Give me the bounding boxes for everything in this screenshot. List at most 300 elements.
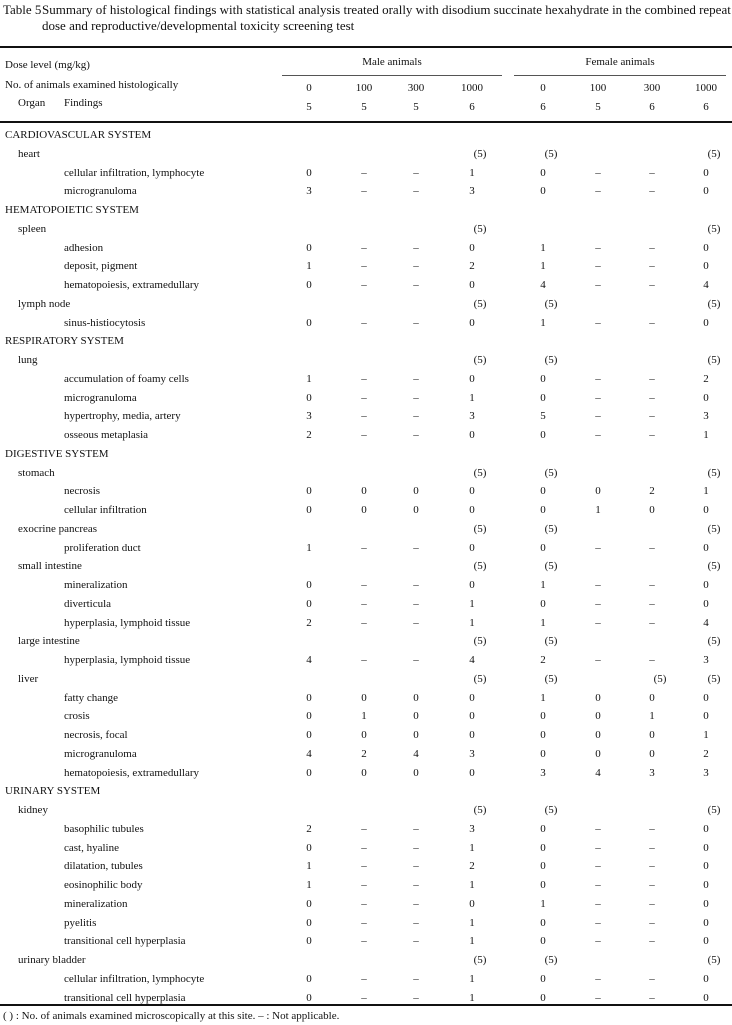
finding-value: – xyxy=(361,579,367,591)
finding-value: 3 xyxy=(649,766,655,779)
finding-value: 0 xyxy=(540,916,546,929)
examined-count: (5) xyxy=(707,804,721,816)
finding-value: – xyxy=(413,860,419,873)
finding-value: 1 xyxy=(469,166,475,179)
finding-name: microgranuloma xyxy=(64,185,137,198)
finding-name: necrosis, focal xyxy=(64,729,128,741)
finding-value: 0 xyxy=(703,710,709,723)
table-title: Summary of histological findings with statistical analysis treated orally with disodium succinate hexahydrate in the combined repeat dose and reproductive/developmental toxicity screening test xyxy=(42,2,731,33)
finding-name: fatty change xyxy=(64,691,119,704)
finding-value: – xyxy=(361,916,367,929)
finding-row xyxy=(0,407,732,426)
examined-count: (5) xyxy=(544,954,558,966)
finding-value: 0 xyxy=(306,710,312,723)
finding-value: 1 xyxy=(361,710,367,723)
finding-value: 4 xyxy=(703,616,709,629)
finding-value: – xyxy=(413,972,419,985)
examined-count: (5) xyxy=(544,560,558,573)
finding-value: – xyxy=(595,429,601,441)
finding-value: 1 xyxy=(703,485,709,498)
finding-value: – xyxy=(413,316,419,329)
finding-value: 0 xyxy=(703,822,709,835)
finding-row xyxy=(0,501,732,520)
animal-count-female: 5 xyxy=(595,101,601,113)
top-rule xyxy=(0,46,732,48)
finding-row xyxy=(0,707,732,726)
finding-value: 4 xyxy=(703,279,709,291)
dose-level-male: 100 xyxy=(355,82,373,94)
finding-value: 0 xyxy=(361,485,367,498)
finding-value: – xyxy=(413,279,419,291)
finding-value: 1 xyxy=(306,260,312,273)
finding-value: – xyxy=(413,597,419,610)
finding-value: – xyxy=(413,429,419,441)
finding-value: 0 xyxy=(469,372,475,385)
finding-value: 4 xyxy=(540,279,546,291)
finding-row xyxy=(0,595,732,614)
finding-value: 1 xyxy=(540,897,546,910)
system-row xyxy=(0,126,732,145)
finding-value: 0 xyxy=(361,504,367,516)
examined-count: (5) xyxy=(544,804,558,816)
finding-value: – xyxy=(413,541,419,554)
female-group-underline xyxy=(514,75,726,76)
organ-row xyxy=(0,145,732,164)
finding-value: – xyxy=(361,260,367,273)
finding-value: – xyxy=(649,935,655,948)
finding-value: 1 xyxy=(540,241,546,254)
system-row xyxy=(0,782,732,801)
finding-value: 0 xyxy=(306,485,312,498)
finding-value: – xyxy=(413,391,419,404)
finding-value: 0 xyxy=(540,597,546,610)
organ-row xyxy=(0,557,732,576)
finding-value: – xyxy=(595,597,601,610)
finding-value: 1 xyxy=(703,729,709,741)
finding-value: – xyxy=(649,991,655,1004)
finding-value: – xyxy=(413,372,419,385)
finding-value: 0 xyxy=(540,710,546,723)
finding-name: mineralization xyxy=(64,897,128,910)
finding-value: 0 xyxy=(540,822,546,835)
examined-count: (5) xyxy=(473,466,487,479)
finding-value: – xyxy=(361,991,367,1004)
finding-row xyxy=(0,370,732,389)
finding-value: 1 xyxy=(703,429,709,441)
findings-column-label: Findings xyxy=(64,97,103,109)
finding-value: – xyxy=(595,391,601,404)
finding-value: 0 xyxy=(469,541,475,554)
finding-value: 5 xyxy=(540,410,546,423)
finding-name: deposit, pigment xyxy=(64,260,138,273)
finding-value: 0 xyxy=(703,972,709,985)
finding-value: 0 xyxy=(703,935,709,948)
organ-row xyxy=(0,632,732,651)
finding-row xyxy=(0,914,732,933)
finding-value: – xyxy=(649,616,655,629)
examined-count: (5) xyxy=(473,804,487,816)
examined-count: (5) xyxy=(653,672,667,685)
finding-name: hypertrophy, media, artery xyxy=(64,410,181,423)
finding-name: diverticula xyxy=(64,597,112,610)
finding-name: mineralization xyxy=(64,579,128,591)
examined-count: (5) xyxy=(473,635,487,648)
organ-row xyxy=(0,520,732,539)
finding-value: 0 xyxy=(306,897,312,910)
finding-row xyxy=(0,689,732,708)
finding-value: 0 xyxy=(540,841,546,854)
finding-value: 0 xyxy=(306,579,312,591)
finding-value: 1 xyxy=(540,579,546,591)
finding-row xyxy=(0,389,732,408)
finding-value: 0 xyxy=(413,691,419,704)
bottom-rule xyxy=(0,1004,732,1006)
finding-value: – xyxy=(595,879,601,891)
finding-value: – xyxy=(649,410,655,423)
finding-value: 0 xyxy=(469,241,475,254)
finding-row xyxy=(0,970,732,989)
finding-name: hyperplasia, lymphoid tissue xyxy=(64,654,191,666)
finding-value: 0 xyxy=(413,710,419,723)
finding-value: 3 xyxy=(469,747,475,760)
finding-value: 1 xyxy=(469,391,475,404)
header-rule xyxy=(0,121,732,123)
finding-value: 0 xyxy=(703,597,709,610)
examined-count: (5) xyxy=(707,635,721,648)
organ-row xyxy=(0,464,732,483)
finding-value: – xyxy=(413,935,419,948)
finding-value: 0 xyxy=(540,541,546,554)
finding-value: 2 xyxy=(306,429,312,441)
finding-value: – xyxy=(649,579,655,591)
examined-count: (5) xyxy=(544,297,558,310)
examined-count: (5) xyxy=(544,354,558,366)
finding-value: 4 xyxy=(595,766,601,779)
organ-name: kidney xyxy=(18,804,48,816)
finding-value: – xyxy=(361,616,367,629)
animal-count-female: 6 xyxy=(703,101,709,113)
finding-name: cellular infiltration, lymphocyte xyxy=(64,972,205,985)
finding-value: – xyxy=(649,166,655,179)
finding-value: – xyxy=(413,616,419,629)
finding-value: 0 xyxy=(649,747,655,760)
examined-count: (5) xyxy=(544,672,558,685)
finding-value: 0 xyxy=(469,579,475,591)
finding-value: 2 xyxy=(540,654,546,666)
finding-value: 0 xyxy=(703,691,709,704)
dose-level-label: Dose level (mg/kg) xyxy=(5,59,90,71)
table-footnote: ( ) : No. of animals examined microscopically at this site. – : Not applicable. xyxy=(3,1010,340,1022)
finding-value: 0 xyxy=(469,766,475,779)
finding-value: – xyxy=(649,897,655,910)
animals-examined-label: No. of animals examined histologically xyxy=(5,79,179,91)
finding-value: – xyxy=(361,879,367,891)
finding-name: hematopoiesis, extramedullary xyxy=(64,766,200,779)
examined-count: (5) xyxy=(707,222,721,235)
finding-value: 0 xyxy=(469,316,475,329)
finding-value: 0 xyxy=(306,729,312,741)
finding-name: hematopoiesis, extramedullary xyxy=(64,279,200,291)
finding-row xyxy=(0,576,732,595)
finding-value: 0 xyxy=(540,729,546,741)
finding-value: 0 xyxy=(540,372,546,385)
examined-count: (5) xyxy=(707,297,721,310)
finding-name: transitional cell hyperplasia xyxy=(64,991,186,1004)
finding-value: 4 xyxy=(306,747,312,760)
finding-value: – xyxy=(361,166,367,179)
finding-value: 2 xyxy=(469,860,475,873)
finding-value: 2 xyxy=(306,822,312,835)
finding-value: 0 xyxy=(540,504,546,516)
organ-name: lymph node xyxy=(18,297,71,310)
finding-value: 1 xyxy=(469,841,475,854)
finding-name: transitional cell hyperplasia xyxy=(64,935,186,948)
finding-value: – xyxy=(649,279,655,291)
examined-count: (5) xyxy=(707,147,721,160)
dose-level-male: 0 xyxy=(306,82,312,94)
finding-value: 0 xyxy=(703,897,709,910)
finding-row xyxy=(0,182,732,201)
finding-name: microgranuloma xyxy=(64,747,137,760)
finding-name: adhesion xyxy=(64,241,104,254)
finding-value: 0 xyxy=(540,935,546,948)
finding-value: 2 xyxy=(649,485,655,498)
finding-name: proliferation duct xyxy=(64,541,141,554)
finding-value: 0 xyxy=(413,766,419,779)
finding-value: – xyxy=(361,841,367,854)
finding-value: – xyxy=(595,372,601,385)
finding-value: 1 xyxy=(469,991,475,1004)
examined-count: (5) xyxy=(473,354,487,366)
finding-value: – xyxy=(595,541,601,554)
finding-value: 0 xyxy=(703,579,709,591)
finding-value: – xyxy=(361,822,367,835)
finding-value: – xyxy=(361,860,367,873)
finding-value: – xyxy=(595,185,601,198)
finding-value: – xyxy=(413,185,419,198)
examined-count: (5) xyxy=(473,222,487,235)
finding-value: – xyxy=(595,935,601,948)
examined-count: (5) xyxy=(473,672,487,685)
system-name: RESPIRATORY SYSTEM xyxy=(5,335,124,348)
dose-level-female: 100 xyxy=(589,82,607,94)
finding-name: osseous metaplasia xyxy=(64,429,149,441)
finding-row xyxy=(0,539,732,558)
system-name: HEMATOPOIETIC SYSTEM xyxy=(5,204,139,216)
finding-value: 0 xyxy=(703,916,709,929)
finding-value: 0 xyxy=(413,504,419,516)
finding-value: – xyxy=(361,597,367,610)
finding-value: 1 xyxy=(469,972,475,985)
finding-value: 0 xyxy=(306,504,312,516)
finding-row xyxy=(0,764,732,783)
finding-value: 1 xyxy=(540,316,546,329)
finding-value: – xyxy=(595,991,601,1004)
examined-count: (5) xyxy=(544,635,558,648)
finding-value: 1 xyxy=(306,860,312,873)
finding-value: – xyxy=(413,916,419,929)
finding-value: 1 xyxy=(469,935,475,948)
finding-value: – xyxy=(595,260,601,273)
organ-name: small intestine xyxy=(18,560,82,573)
finding-value: 1 xyxy=(469,879,475,891)
organ-column-label: Organ xyxy=(18,97,46,109)
finding-value: 0 xyxy=(306,166,312,179)
finding-row xyxy=(0,482,732,501)
finding-row xyxy=(0,876,732,895)
finding-value: 0 xyxy=(703,879,709,891)
finding-value: – xyxy=(413,879,419,891)
finding-value: – xyxy=(361,897,367,910)
examined-count: (5) xyxy=(473,560,487,573)
finding-row xyxy=(0,314,732,333)
finding-value: 0 xyxy=(540,747,546,760)
finding-value: 2 xyxy=(361,747,367,760)
finding-value: 3 xyxy=(306,410,312,423)
finding-value: – xyxy=(413,654,419,666)
finding-value: – xyxy=(595,822,601,835)
examined-count: (5) xyxy=(544,466,558,479)
finding-row xyxy=(0,426,732,445)
female-group-header: Female animals xyxy=(585,56,655,68)
finding-value: 0 xyxy=(649,691,655,704)
finding-value: 0 xyxy=(469,691,475,704)
finding-value: 0 xyxy=(649,504,655,516)
finding-value: – xyxy=(649,841,655,854)
finding-value: – xyxy=(361,372,367,385)
finding-value: 4 xyxy=(469,654,475,666)
finding-value: 1 xyxy=(469,916,475,929)
finding-row xyxy=(0,276,732,295)
male-group-header: Male animals xyxy=(362,56,422,68)
finding-value: – xyxy=(361,654,367,666)
finding-value: 3 xyxy=(306,185,312,198)
system-name: DIGESTIVE SYSTEM xyxy=(5,447,109,460)
finding-value: 3 xyxy=(703,654,709,666)
finding-value: – xyxy=(649,654,655,666)
dose-level-female: 1000 xyxy=(695,82,717,94)
finding-name: hyperplasia, lymphoid tissue xyxy=(64,616,191,629)
dose-level-male: 1000 xyxy=(461,82,483,94)
finding-row xyxy=(0,745,732,764)
finding-value: 0 xyxy=(540,879,546,891)
animal-count-male: 6 xyxy=(469,101,475,113)
finding-value: – xyxy=(595,654,601,666)
finding-value: 3 xyxy=(469,410,475,423)
finding-value: – xyxy=(595,972,601,985)
finding-value: – xyxy=(649,429,655,441)
finding-name: necrosis xyxy=(64,485,101,498)
finding-value: 0 xyxy=(703,260,709,273)
finding-value: – xyxy=(413,841,419,854)
finding-value: – xyxy=(649,185,655,198)
examined-count: (5) xyxy=(707,522,721,535)
finding-value: 0 xyxy=(413,485,419,498)
organ-row xyxy=(0,801,732,820)
finding-name: crosis xyxy=(64,710,90,723)
finding-value: 1 xyxy=(469,597,475,610)
examined-count: (5) xyxy=(707,560,721,573)
finding-value: 0 xyxy=(540,429,546,441)
finding-value: – xyxy=(595,166,601,179)
table-body xyxy=(0,126,732,1007)
examined-count: (5) xyxy=(544,147,558,160)
organ-row xyxy=(0,295,732,314)
finding-value: 1 xyxy=(540,616,546,629)
finding-value: – xyxy=(413,579,419,591)
finding-value: 2 xyxy=(703,372,709,385)
animal-count-male: 5 xyxy=(413,101,419,113)
finding-value: 0 xyxy=(306,935,312,948)
finding-value: 0 xyxy=(703,316,709,329)
finding-value: 0 xyxy=(306,972,312,985)
finding-value: 0 xyxy=(540,860,546,873)
examined-count: (5) xyxy=(473,954,487,966)
organ-row xyxy=(0,220,732,239)
finding-value: 0 xyxy=(595,710,601,723)
system-row xyxy=(0,445,732,464)
finding-value: – xyxy=(413,166,419,179)
finding-row xyxy=(0,726,732,745)
finding-value: 0 xyxy=(361,766,367,779)
system-name: URINARY SYSTEM xyxy=(5,785,101,798)
animal-count-male: 5 xyxy=(306,101,312,113)
animal-count-female: 6 xyxy=(540,101,546,113)
finding-value: 0 xyxy=(306,279,312,291)
organ-name: heart xyxy=(18,147,40,160)
dose-level-male: 300 xyxy=(407,82,425,94)
finding-value: – xyxy=(595,579,601,591)
finding-value: 0 xyxy=(540,485,546,498)
finding-value: 0 xyxy=(306,391,312,404)
finding-value: – xyxy=(413,897,419,910)
finding-value: 2 xyxy=(469,260,475,273)
finding-value: 1 xyxy=(469,616,475,629)
examined-count: (5) xyxy=(707,672,721,685)
finding-name: dilatation, tubules xyxy=(64,860,143,873)
finding-value: – xyxy=(413,241,419,254)
organ-name: large intestine xyxy=(18,635,80,648)
finding-value: 0 xyxy=(703,991,709,1004)
finding-value: 0 xyxy=(703,841,709,854)
finding-value: 0 xyxy=(306,316,312,329)
finding-name: cast, hyaline xyxy=(64,841,119,854)
finding-value: – xyxy=(595,316,601,329)
finding-value: – xyxy=(595,279,601,291)
organ-name: spleen xyxy=(18,222,47,235)
finding-value: 0 xyxy=(469,710,475,723)
finding-name: accumulation of foamy cells xyxy=(64,372,189,385)
examined-count: (5) xyxy=(473,147,487,160)
finding-value: 3 xyxy=(469,185,475,198)
finding-value: 1 xyxy=(306,372,312,385)
finding-value: 0 xyxy=(361,729,367,741)
finding-value: 0 xyxy=(540,185,546,198)
animal-count-female: 6 xyxy=(649,101,655,113)
finding-row xyxy=(0,651,732,670)
finding-value: – xyxy=(361,279,367,291)
finding-value: – xyxy=(595,841,601,854)
finding-value: – xyxy=(649,597,655,610)
finding-row xyxy=(0,614,732,633)
organ-name: liver xyxy=(18,672,39,685)
finding-value: 0 xyxy=(306,841,312,854)
finding-value: 1 xyxy=(649,710,655,723)
finding-value: – xyxy=(413,822,419,835)
finding-value: 0 xyxy=(469,485,475,498)
finding-value: 2 xyxy=(306,616,312,629)
finding-value: 2 xyxy=(703,747,709,760)
